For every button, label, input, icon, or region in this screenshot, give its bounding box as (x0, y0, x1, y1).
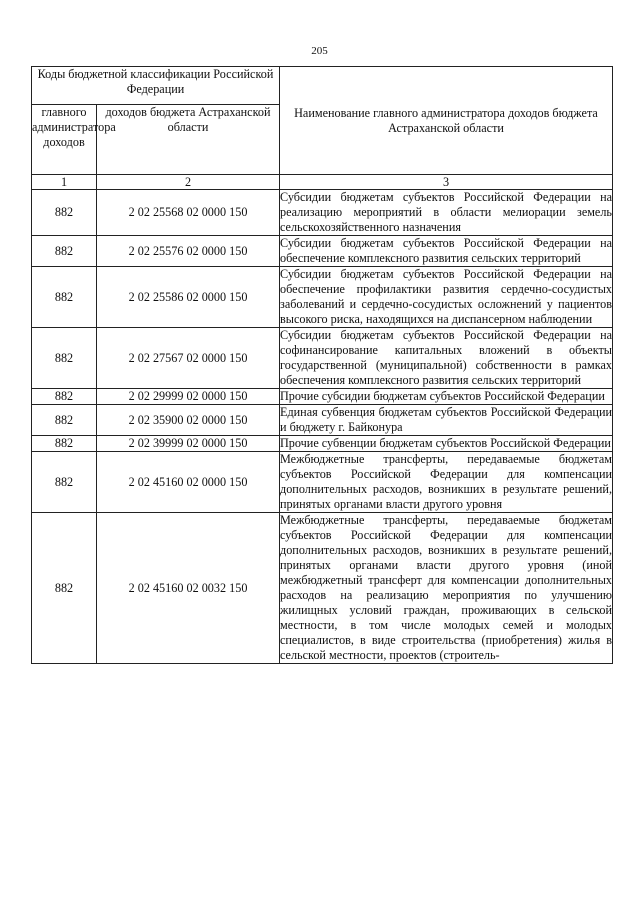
table-row (32, 267, 613, 328)
income-code-cell: 2 02 45160 02 0000 150 (97, 452, 280, 513)
budget-classification-table (31, 66, 613, 664)
admin-name-cell: Субсидии бюджетам субъектов Российской Федерации на обеспечение комплексного развития сельских территорий (280, 236, 612, 265)
admin-name-cell: Субсидии бюджетам субъектов Российской Федерации на софинансирование капитальных вложений в объекты государственной (муниципальной) собственности в рамках обеспечения комплексного развития сельских территорий (280, 328, 612, 387)
income-code-cell: 2 02 29999 02 0000 150 (97, 389, 280, 405)
income-column-header: доходов бюджета Астраханской области (97, 105, 280, 175)
admin-name-cell: Прочие субвенции бюджетам субъектов Российской Федерации (280, 436, 611, 450)
codes-group-header: Коды бюджетной классификации Российской Федерации (32, 67, 280, 105)
income-code-cell: 2 02 45160 02 0032 150 (97, 513, 280, 664)
admin-code-cell: 882 (32, 236, 97, 267)
table-row (32, 190, 613, 236)
table-row (32, 389, 613, 405)
admin-code-cell: 882 (32, 267, 97, 328)
table-row (32, 328, 613, 389)
admin-code-cell: 882 (32, 328, 97, 389)
header-row-top (32, 67, 613, 105)
name-column-header: Наименование главного администратора доходов бюджета Астраханской области (280, 67, 613, 175)
table-row (32, 236, 613, 267)
admin-code-cell: 882 (32, 389, 97, 405)
admin-name-cell: Субсидии бюджетам субъектов Российской Федерации на реализацию мероприятий в области мелиорации земель сельскохозяйственного назначения (280, 190, 612, 234)
table-body (32, 190, 613, 664)
column-number-row (32, 175, 613, 190)
income-code-cell: 2 02 27567 02 0000 150 (97, 328, 280, 389)
admin-code-cell: 882 (32, 436, 97, 452)
admin-code-cell: 882 (32, 452, 97, 513)
income-code-cell: 2 02 39999 02 0000 150 (97, 436, 280, 452)
column-number: 1 (32, 175, 97, 190)
income-code-cell: 2 02 25586 02 0000 150 (97, 267, 280, 328)
admin-code-cell: 882 (32, 513, 97, 664)
table-row (32, 513, 613, 664)
admin-name-cell: Межбюджетные трансферты, передаваемые бюджетам субъектов Российской Федерации для компенсации дополнительных расходов, возникших в результате решений, принятых органами власти другого уровня (иной межбюджетный трансферт для компенсации дополнительных расходов на реализацию мероприятия по улучшению жилищных условий граждан, проживающих в сельской местности, в том числе молодых семей и молодых специалистов, в виде строительства (приобретения) жилья в сельской местности, проектов (строитель- (280, 513, 612, 662)
table-row (32, 452, 613, 513)
table-row (32, 405, 613, 436)
column-number: 2 (97, 175, 280, 190)
admin-name-cell: Субсидии бюджетам субъектов Российской Федерации на обеспечение профилактики развития сердечно-сосудистых заболеваний и сердечно-сосудистых осложнений у пациентов высокого риска, находящихся на диспансерном наблюдении (280, 267, 612, 326)
admin-name-cell: Единая субвенция бюджетам субъектов Российской Федерации и бюджету г. Байконура (280, 405, 612, 434)
column-number: 3 (280, 175, 613, 190)
income-code-cell: 2 02 35900 02 0000 150 (97, 405, 280, 436)
admin-code-cell: 882 (32, 405, 97, 436)
income-code-cell: 2 02 25576 02 0000 150 (97, 236, 280, 267)
page-number: 205 (311, 45, 328, 57)
income-code-cell: 2 02 25568 02 0000 150 (97, 190, 280, 236)
table-row (32, 436, 613, 452)
admin-name-cell: Прочие субсидии бюджетам субъектов Российской Федерации (280, 389, 613, 405)
admin-name-cell: Межбюджетные трансферты, передаваемые бюджетам субъектов Российской Федерации для компенсации дополнительных расходов, возникших в результате решений, принятых органами власти другого уровня (280, 452, 612, 511)
admin-column-header: главного администратора доходов (32, 105, 97, 175)
admin-code-cell: 882 (32, 190, 97, 236)
